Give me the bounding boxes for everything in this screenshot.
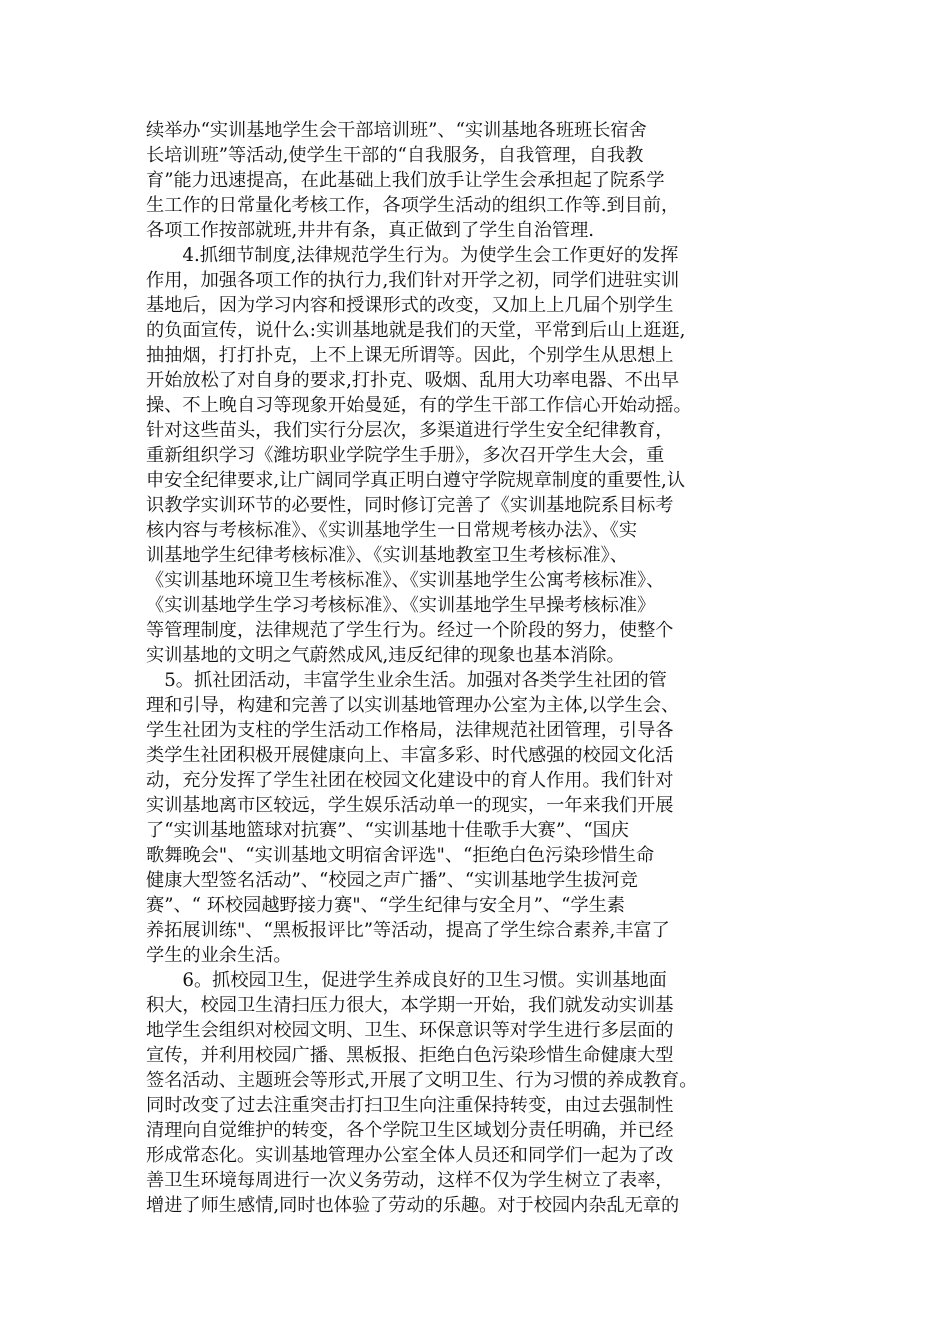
text-line: 养拓展训练"、“黑板报评比”等活动，提高了学生综合素养,丰富了 (146, 920, 670, 941)
text-line: 积大，校园卫生清扫压力很大，本学期一开始，我们就发动实训基 (146, 995, 674, 1016)
text-line: 类学生社团积极开展健康向上、丰富多彩、时代感强的校园文化活 (146, 745, 674, 766)
text-line: 健康大型签名活动”、“校园之声广播”、“实训基地学生拔河竞 (146, 870, 638, 891)
text-line: 实训基地离市区较远，学生娱乐活动单一的现实，一年来我们开展 (146, 795, 674, 816)
text-line: 核内容与考核标准》、《实训基地学生一日常规考核办法》、《实 (146, 520, 638, 541)
document-body (146, 118, 810, 1218)
text-line: 5。抓社团活动，丰富学生业余生活。加强对各类学生社团的管 (146, 670, 667, 691)
text-line: 形成常态化。实训基地管理办公室全体人员还和同学们一起为了改 (146, 1145, 674, 1166)
text-line: 重新组织学习《潍坊职业学院学生手册》，多次召开学生大会，重 (146, 445, 665, 466)
text-line: 善卫生环境每周进行一次义务劳动，这样不仅为学生树立了表率， (146, 1170, 674, 1191)
text-line: 的负面宣传，说什么:实训基地就是我们的天堂，平常到后山上逛逛, (146, 320, 686, 341)
text-line: 赛”、“ 环校园越野接力赛"、“学生纪律与安全月”、“学生素 (146, 895, 625, 916)
text-line: 操、不上晚自习等现象开始曼延，有的学生干部工作信心开始动摇。 (146, 395, 692, 416)
text-line: 清理向自觉维护的转变，各个学院卫生区域划分责任明确，并已经 (146, 1120, 674, 1141)
text-line: 《实训基地环境卫生考核标准》、《实训基地学生公寓考核标准》、 (146, 570, 665, 591)
text-line: 学生社团为支柱的学生活动工作格局，法律规范社团管理，引导各 (146, 720, 674, 741)
text-line: 训基地学生纪律考核标准》、《实训基地教室卫生考核标准》、 (146, 545, 628, 566)
text-line: 等管理制度，法律规范了学生行为。经过一个阶段的努力，使整个 (146, 620, 674, 641)
text-line: 学生的业余生活。 (146, 945, 292, 966)
text-line: 了“实训基地篮球对抗赛”、“实训基地十佳歌手大赛”、“国庆 (146, 820, 629, 841)
text-line: 育”能力迅速提高，在此基础上我们放手让学生会承担起了院系学 (146, 170, 665, 191)
text-line: 开始放松了对自身的要求,打扑克、吸烟、乱用大功率电器、不出早 (146, 370, 680, 391)
text-line: 6。抓校园卫生，促进学生养成良好的卫生习惯。实训基地面 (146, 970, 667, 991)
text-line: 抽抽烟，打打扑克，上不上课无所谓等。因此，个别学生从思想上 (146, 345, 674, 366)
text-line: 理和引导，构建和完善了以实训基地管理办公室为主体,以学生会、 (146, 695, 680, 716)
text-line: 歌舞晚会"、“实训基地文明宿舍评选"、“拒绝白色污染珍惜生命 (146, 845, 655, 866)
text-line: 续举办“实训基地学生会干部培训班”、“实训基地各班班长宿舍 (146, 120, 647, 141)
text-line: 同时改变了过去注重突击打扫卫生向注重保持转变，由过去强制性 (146, 1095, 674, 1116)
text-line: 宣传，并利用校园广播、黑板报、拒绝白色污染珍惜生命健康大型 (146, 1045, 674, 1066)
text-line: 4.抓细节制度,法律规范学生行为。为使学生会工作更好的发挥 (146, 245, 679, 266)
text-line: 动，充分发挥了学生社团在校园文化建设中的育人作用。我们针对 (146, 770, 674, 791)
text-line: 基地后，因为学习内容和授课形式的改变，又加上上几届个别学生 (146, 295, 674, 316)
text-line: 实训基地的文明之气蔚然成风,违反纪律的现象也基本消除。 (146, 645, 625, 666)
text-line: 签名活动、主题班会等形式,开展了文明卫生、行为习惯的养成教育。 (146, 1070, 698, 1091)
text-line: 申安全纪律要求,让广阔同学真正明白遵守学院规章制度的重要性,认 (146, 470, 686, 491)
text-line: 各项工作按部就班,井井有条，真正做到了学生自治管理. (146, 220, 595, 241)
text-line: 长培训班”等活动,使学生干部的“自我服务，自我管理，自我教 (146, 145, 644, 166)
text-line: 作用，加强各项工作的执行力,我们针对开学之初，同学们进驻实训 (146, 270, 680, 291)
text-line: 识教学实训环节的必要性，同时修订完善了《实训基地院系目标考 (146, 495, 674, 516)
text-line: 《实训基地学生学习考核标准》、《实训基地学生早操考核标准》 (146, 595, 656, 616)
text-line: 生工作的日常量化考核工作，各项学生活动的组织工作等.到目前， (146, 195, 680, 216)
text-line: 针对这些苗头，我们实行分层次，多渠道进行学生安全纪律教育， (146, 420, 674, 441)
text-line: 增进了师生感情,同时也体验了劳动的乐趣。对于校园内杂乱无章的 (146, 1195, 680, 1216)
text-line: 地学生会组织对校园文明、卫生、环保意识等对学生进行多层面的 (146, 1020, 674, 1041)
